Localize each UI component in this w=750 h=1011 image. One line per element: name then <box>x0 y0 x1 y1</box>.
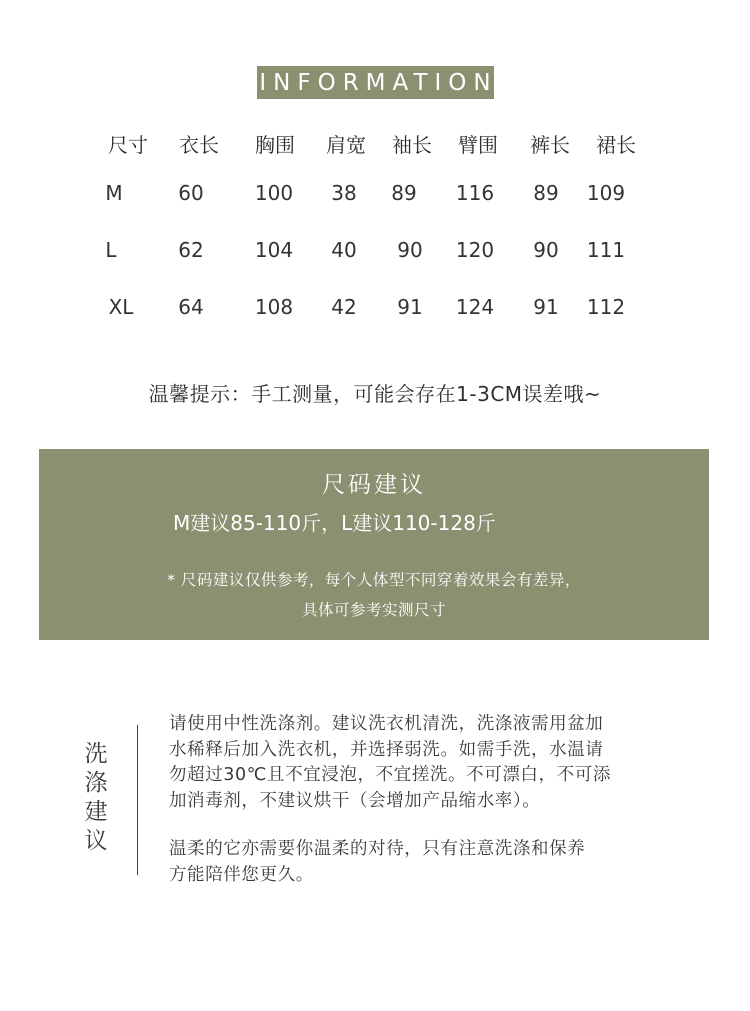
table-cell: 116 <box>455 181 495 205</box>
wash-text-line: 勿超过30℃且不宜浸泡，不宜搓洗。不可漂白，不可添 <box>169 765 611 785</box>
size-table <box>0 0 750 330</box>
wash-paragraph-2 <box>169 837 669 888</box>
table-cell: 104 <box>254 238 294 262</box>
size-advice-note-line: 具体可参考实测尺寸 <box>301 601 446 619</box>
wash-paragraph-1 <box>169 712 669 814</box>
table-cell: 124 <box>455 295 495 319</box>
table-cell: 90 <box>533 238 559 262</box>
wash-text-line: 水稀释后加入洗衣机，并选择弱洗。如需手洗，水温请 <box>169 739 604 760</box>
wash-title-char: 建 <box>84 799 108 825</box>
table-header-sleeve: 袖长 <box>392 133 432 157</box>
table-cell: 90 <box>397 238 423 262</box>
measurement-tip: 温馨提示：手工测量，可能会存在1-3CM误差哦~ <box>148 382 602 406</box>
wash-advice-title <box>81 740 111 856</box>
size-advice-line: M建议85-110斤，L建议110-128斤 <box>173 511 496 535</box>
table-cell: 108 <box>254 295 294 319</box>
wash-title-char: 涤 <box>84 770 108 796</box>
table-cell: 120 <box>455 238 495 262</box>
information-title: INFORMATION <box>259 69 498 96</box>
table-cell: XL <box>108 295 134 319</box>
table-header-length: 衣长 <box>179 133 219 157</box>
table-cell: 89 <box>391 181 417 205</box>
table-cell: 89 <box>533 181 559 205</box>
table-header-skirt: 裙长 <box>596 133 636 157</box>
table-cell: 38 <box>331 181 357 205</box>
size-advice-box <box>39 449 709 640</box>
table-cell: 91 <box>397 295 423 319</box>
table-cell: 111 <box>586 238 626 262</box>
table-cell: M <box>105 181 123 205</box>
table-header-shoulder: 肩宽 <box>326 133 366 157</box>
wash-text-line: 加消毒剂，不建议烘干（会增加产品缩水率）。 <box>169 790 541 811</box>
wash-text-line: 方能陪伴您更久。 <box>169 864 314 885</box>
size-advice-title: 尺码建议 <box>322 472 426 498</box>
wash-text-line: 温柔的它亦需要你温柔的对待，只有注意洗涤和保养 <box>169 839 586 859</box>
table-cell: 42 <box>331 295 357 319</box>
size-advice-note-line: * 尺码建议仅供参考，每个人体型不同穿着效果会有差异， <box>167 571 581 589</box>
table-header-pants: 裤长 <box>530 133 570 157</box>
wash-text-line: 请使用中性洗涤剂。建议洗衣机清洗，洗涤液需用盆加 <box>169 714 604 734</box>
table-cell: L <box>105 238 117 262</box>
table-cell: 64 <box>178 295 204 319</box>
table-cell: 60 <box>178 181 204 205</box>
wash-title-char: 议 <box>84 828 108 854</box>
wash-divider <box>137 725 138 875</box>
table-cell: 109 <box>586 181 626 205</box>
table-header-chest: 胸围 <box>255 133 295 157</box>
table-cell: 91 <box>533 295 559 319</box>
table-cell: 100 <box>254 181 294 205</box>
table-cell: 112 <box>586 295 626 319</box>
table-header-arm: 臂围 <box>458 133 498 157</box>
table-cell: 40 <box>331 238 357 262</box>
table-cell: 62 <box>178 238 204 262</box>
table-header-size: 尺寸 <box>108 133 148 157</box>
wash-title-char: 洗 <box>84 741 108 767</box>
